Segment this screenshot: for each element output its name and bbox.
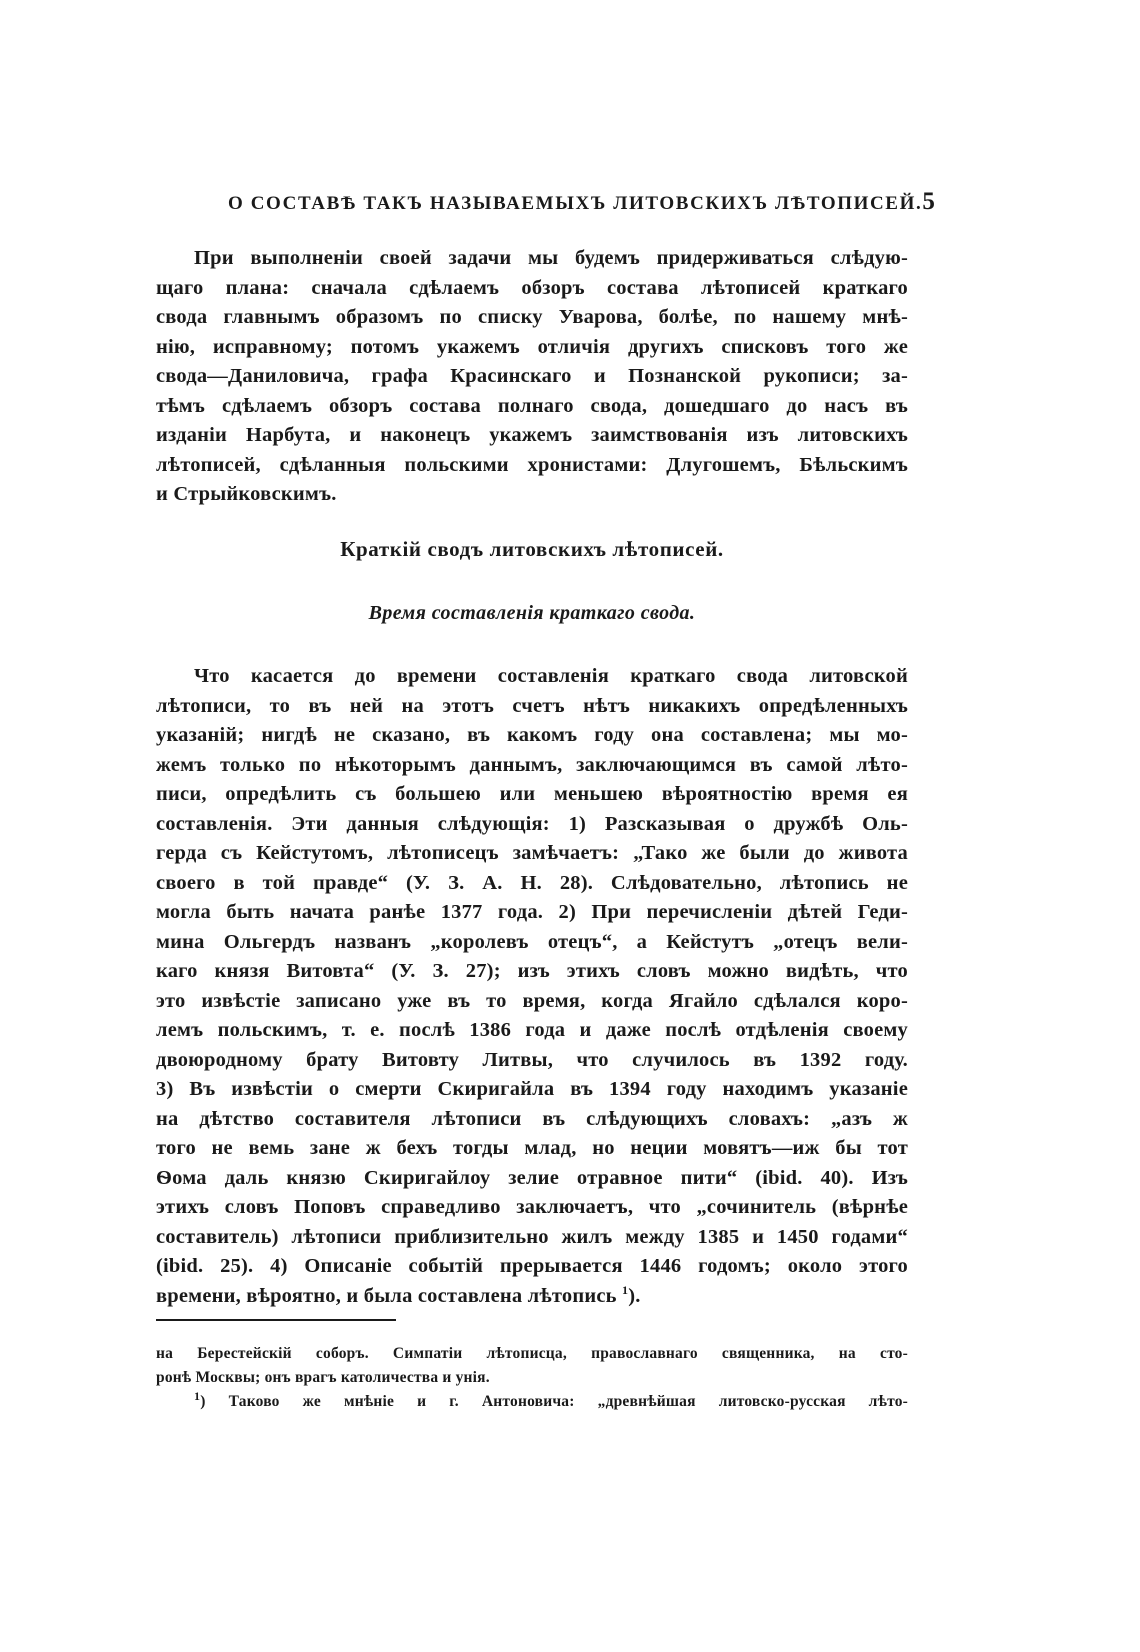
text-line: составленія. Эти данныя слѣдующія: 1) Разсказывая о дружбѣ Оль-	[156, 812, 908, 835]
text-line: этихъ словъ Поповъ справедливо заключаетъ, что „сочинитель (вѣрнѣе	[156, 1196, 908, 1218]
section-subtitle: Время составленія краткаго свода.	[368, 602, 696, 624]
footnotes	[156, 1342, 908, 1414]
text-line: лѣтописи, то въ ней на этотъ счетъ нѣтъ никакихъ опредѣленныхъ	[156, 694, 908, 717]
text-line: это извѣстіе записано уже въ то время, когда Ягайло сдѣлался коро-	[156, 989, 908, 1012]
page-number: 5	[922, 188, 935, 215]
text-line: могла быть начата ранѣе 1377 года. 2) При перечисленіи дѣтей Геди-	[156, 901, 908, 923]
text-line: писи, опредѣлить съ большею или меньшею вѣроятностію время ея	[156, 783, 908, 805]
text-line: герда съ Кейстутомъ, лѣтописецъ замѣчаетъ: „Тако же были до живота	[156, 842, 908, 864]
footnote-mark-paren: )	[200, 1393, 206, 1410]
text-line: тѣмъ сдѣлаемъ обзоръ состава полнаго свода, дошедшаго до насъ въ	[156, 394, 908, 417]
footnote-text: Таково же мнѣніе и г. Антоновича: „древнѣйшая литовско-русская лѣто-	[228, 1393, 908, 1410]
text-line: свода—Даниловича, графа Красинскаго и Познанской рукописи; за-	[156, 365, 908, 387]
footnote-mark: 1	[194, 1390, 201, 1403]
text-line: того не вемь зане ж бехъ тогды млад, но неции мовятъ—иж бы тот	[156, 1137, 908, 1159]
footnote-separator	[156, 1319, 396, 1321]
running-head-title: О СОСТАВѢ ТАКЪ НАЗЫВАЕМЫХЪ ЛИТОВСКИХЪ ЛѢТОПИСЕЙ.	[228, 193, 923, 214]
footnote-reference[interactable]: 1	[622, 1282, 629, 1297]
running-head	[228, 188, 935, 222]
text-line: на дѣтство составителя лѣтописи въ слѣдующихъ словахъ: „азъ ж	[156, 1107, 908, 1130]
footnote-line-numbered	[156, 1390, 908, 1414]
footnote-line: ронѣ Москвы; онъ врагъ католичества и унія.	[156, 1369, 490, 1386]
text-line: каго князя Витовта“ (У. З. 27); изъ этихъ словъ можно видѣть, что	[156, 960, 908, 982]
text-line: жемъ только по нѣкоторымъ даннымъ, заключающимся въ самой лѣто-	[156, 753, 908, 776]
text-line: лемъ польскимъ, т. е. послѣ 1386 года и даже послѣ отдѣленія своему	[156, 1019, 908, 1041]
text-line-final	[156, 1282, 908, 1312]
text-line: нію, исправному; потомъ укажемъ отличія другихъ списковъ того же	[156, 335, 908, 358]
section-title: Краткій сводъ литовскихъ лѣтописей.	[340, 537, 724, 561]
text-line: мина Ольгердъ названъ „королевъ отецъ“, а Кейстутъ „отецъ вели-	[156, 930, 908, 953]
text-line: свода главнымъ образомъ по списку Уварова, болѣе, по нашему мнѣ-	[156, 306, 908, 328]
text-line: (ibid. 25). 4) Описаніе событій прерывается 1446 годомъ; около этого	[156, 1255, 908, 1277]
text-line: указаній; нигдѣ не сказано, въ какомъ году она составлена; мы мо-	[156, 724, 908, 746]
paragraph-dating	[156, 662, 908, 1311]
text-line: составитель) лѣтописи приблизительно жилъ между 1385 и 1450 годами“	[156, 1225, 908, 1248]
text-line: лѣтописей, сдѣланныя польскими хронистами: Длугошемъ, Бѣльскимъ	[156, 453, 908, 476]
text-line: Что касается до времени составленія краткаго свода литовской	[194, 665, 908, 687]
text-line: щаго плана: сначала сдѣлаемъ обзоръ состава лѣтописей краткаго	[156, 276, 908, 299]
paragraph-plan	[156, 244, 908, 510]
text-line: изданіи Нарбута, и наконецъ укажемъ заимствованія изъ литовскихъ	[156, 424, 908, 446]
text-line: Ѳома даль князю Скиригайлоу зелие отравное пити“ (ibid. 40). Изъ	[156, 1166, 908, 1189]
closing-punctuation: ).	[628, 1284, 641, 1307]
text-line: При выполненіи своей задачи мы будемъ придерживаться слѣдую-	[194, 247, 908, 269]
footnote-line: на Берестейскій соборъ. Симпатіи лѣтописца, православнаго священника, на сто-	[156, 1345, 908, 1362]
text-line: 3) Въ извѣстіи о смерти Скиригайла въ 1394 году находимъ указаніе	[156, 1078, 908, 1100]
text-line: своего в той правде“ (У. З. А. Н. 28). Слѣдовательно, лѣтопись не	[156, 871, 908, 894]
text-line: двоюродному брату Витовту Литвы, что случилось въ 1392 году.	[156, 1048, 908, 1071]
text-line: времени, вѣроятно, и была составлена лѣтопись	[156, 1284, 617, 1307]
text-line: и Стрыйковскимъ.	[156, 483, 337, 505]
